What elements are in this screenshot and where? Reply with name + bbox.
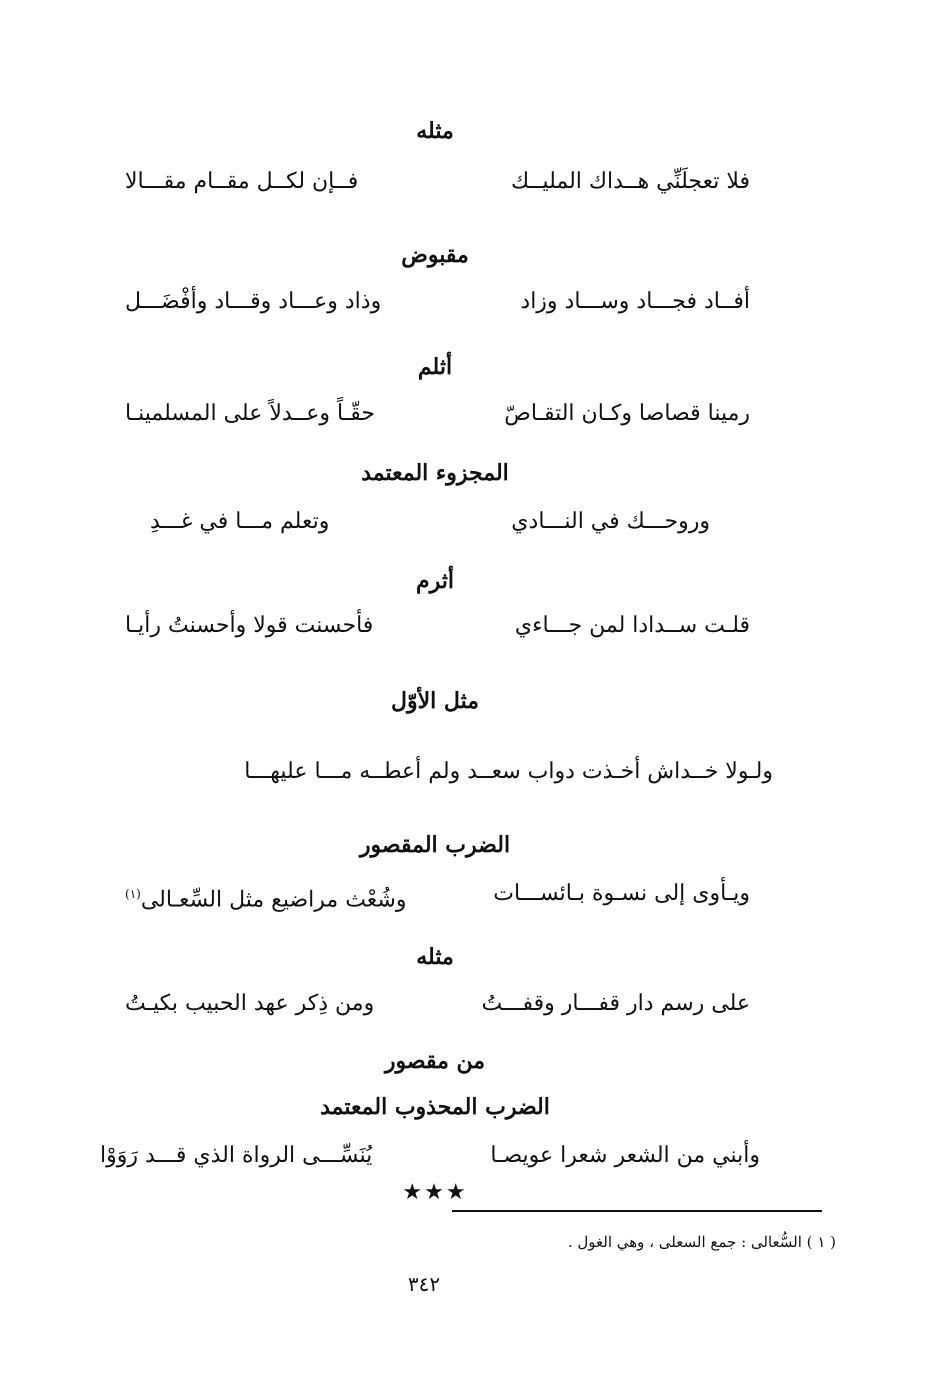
verse-first-hemistich: وأبني من الشعر شعرا عويصـا [490,1143,760,1168]
section-heading: مقبوض [401,242,469,268]
verse-second-hemistich: فأحسنت قولا وأحسنتُ رأيـا [125,613,374,638]
verse-second-hemistich: وتعلم مـــا في غـــدِ [150,509,330,534]
verse-line [125,282,750,322]
footnote-marker: (١) [125,887,141,901]
section-heading: المجزوء المعتمد [361,460,509,486]
footnote-rule [452,1210,822,1212]
verse-line [150,502,710,542]
section-heading: الضرب المقصور [359,832,511,858]
verse-first-hemistich: أفــاد فجـــاد وســـاد وزاد [520,289,750,314]
verse-second-hemistich: فــإن لكــل مقــام مقـــالا [125,169,359,194]
separator-stars: ★★★ [402,1180,468,1205]
verse-second-hemistich-text: وشُعْث مراضيع مثل السِّعـالى [140,887,407,913]
section-heading: أثلم [417,354,453,380]
verse-second-hemistich: حقّـاً وعــدلاً على المسلمينـا [125,401,375,426]
verse-second-hemistich [125,874,406,920]
section-heading: مثله [416,118,454,144]
section-heading: مثله [416,944,454,970]
verse-line [125,752,773,792]
verse-line [125,984,750,1024]
footnote: ( ١ ) السُّعالى : جمع السعلى ، وهي الغول . [567,1233,836,1251]
section-heading: مثل الأوّل [390,688,479,714]
verse-line [125,162,750,202]
verse-second-hemistich: يُنَسِّـــى الرواة الذي قـــد رَوَوْا [100,1143,373,1168]
verse-first-hemistich: فلا تعجلَنِّي هــداك المليــك [511,169,750,194]
verse-full-line: ولـولا خــداش أخـذت دواب سعــد ولم أعطــه مـــا عليهـــا [244,759,773,784]
verse-line [125,874,750,914]
verse-line [125,394,750,434]
verse-first-hemistich: رمينا قصاصا وكـان التقـاصّ [504,401,750,426]
verse-line [100,1136,760,1176]
verse-second-hemistich: ومن ذِكر عهد الحبيب بكيـتُ [125,991,375,1016]
section-heading: من مقصور [384,1048,486,1074]
verse-first-hemistich: على رسم دار قفـــار وقفـــتُ [481,991,750,1016]
verse-first-hemistich: قلـت ســدادا لمن جـــاءي [514,613,750,638]
section-heading: أثرم [416,568,454,594]
verse-line [125,606,750,646]
verse-first-hemistich: ويـأوى إلى نسـوة بـائســـات [493,881,750,906]
page-number: ٣٤٢ [407,1272,441,1296]
verse-second-hemistich: وذاد وعـــاد وقـــاد وأفْضَـــل [125,289,382,314]
section-subheading: الضرب المحذوب المعتمد [320,1094,550,1120]
verse-first-hemistich: وروحـــك في النـــادي [511,509,710,534]
